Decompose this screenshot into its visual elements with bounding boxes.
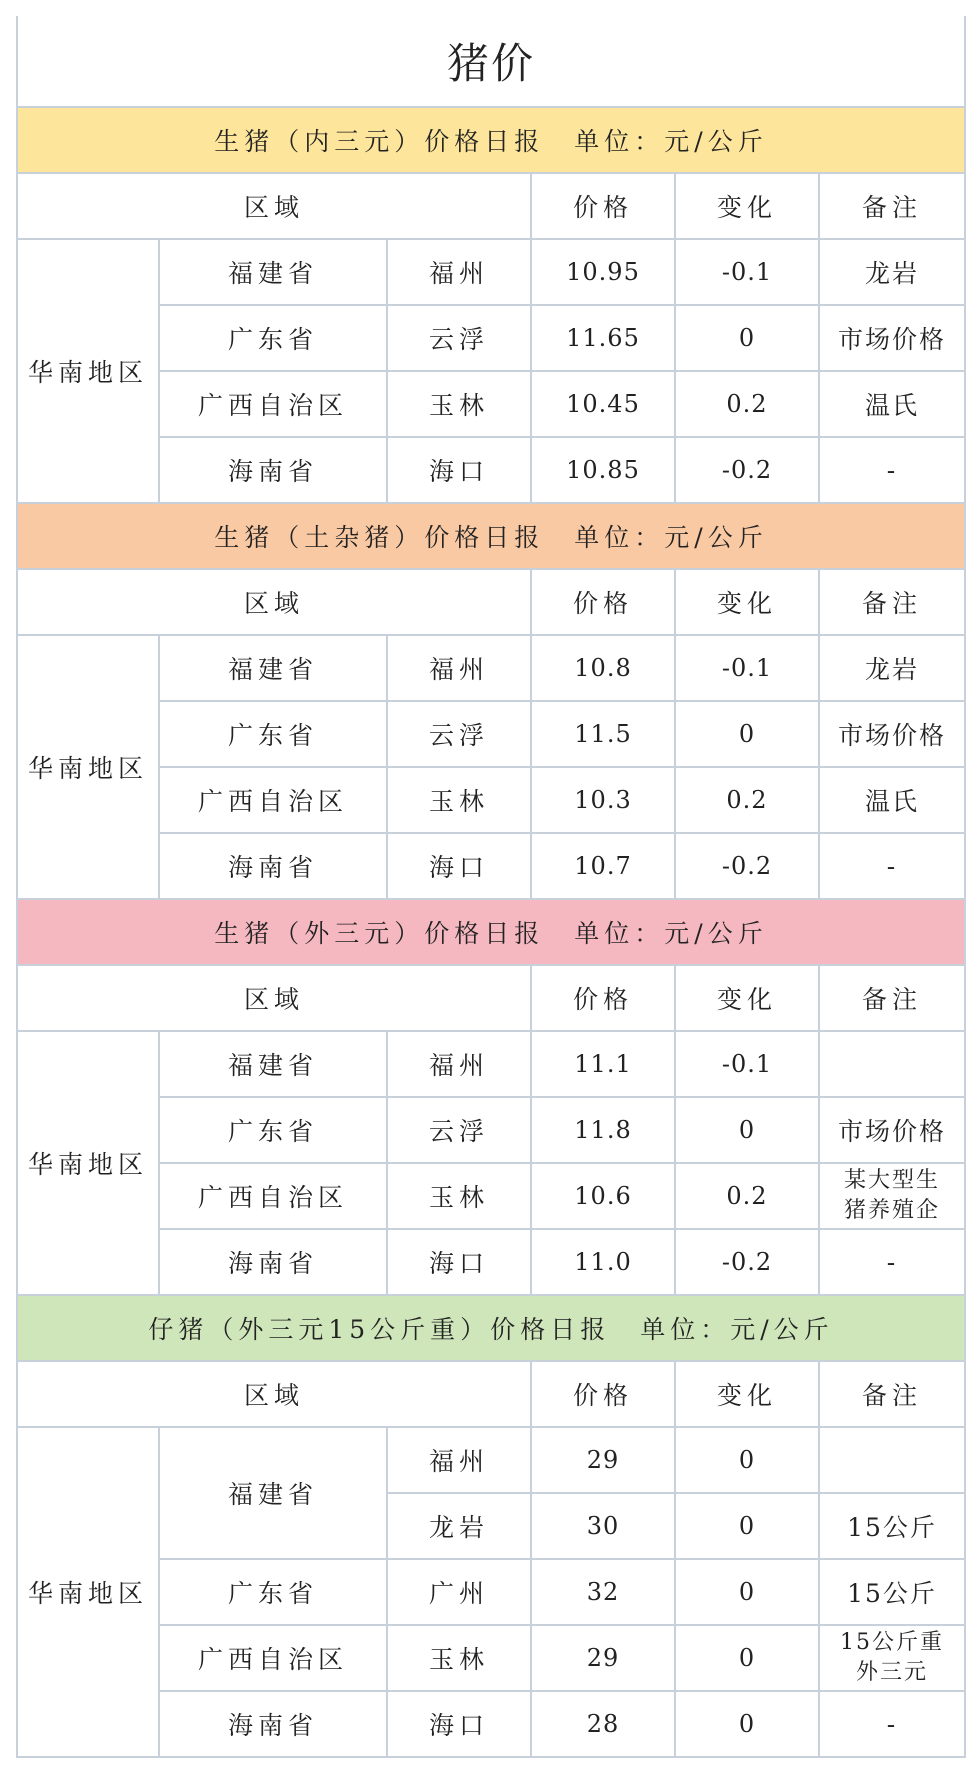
- province-cell: 福建省: [159, 239, 387, 305]
- change-cell: 0.2: [675, 371, 819, 437]
- city-cell: 云浮: [387, 305, 531, 371]
- header-price: 价格: [531, 965, 675, 1031]
- region-group: 华南地区: [17, 1031, 159, 1295]
- city-cell: 海口: [387, 1229, 531, 1295]
- table-row: [17, 239, 965, 305]
- price-cell: 30: [531, 1493, 675, 1559]
- header-region: 区域: [17, 1361, 531, 1427]
- price-cell: 10.85: [531, 437, 675, 503]
- note-cell: -: [819, 1691, 965, 1757]
- header-change: 变化: [675, 1361, 819, 1427]
- table-row: [17, 1625, 965, 1691]
- note-cell: [819, 1625, 965, 1691]
- price-cell: 10.3: [531, 767, 675, 833]
- table-row: [17, 1097, 965, 1163]
- price-cell: 11.1: [531, 1031, 675, 1097]
- price-cell: 11.0: [531, 1229, 675, 1295]
- table-row: [17, 437, 965, 503]
- province-cell: 海南省: [159, 1691, 387, 1757]
- city-cell: 龙岩: [387, 1493, 531, 1559]
- table-header-row: [17, 173, 965, 239]
- price-cell: 10.95: [531, 239, 675, 305]
- note-cell: 市场价格: [819, 701, 965, 767]
- table-row: [17, 635, 965, 701]
- city-cell: 玉林: [387, 1163, 531, 1229]
- change-cell: -0.1: [675, 239, 819, 305]
- province-cell: 海南省: [159, 437, 387, 503]
- change-cell: -0.1: [675, 635, 819, 701]
- table-row: [17, 305, 965, 371]
- province-cell: 福建省: [159, 635, 387, 701]
- price-table: [16, 16, 966, 1758]
- change-cell: 0.2: [675, 767, 819, 833]
- note-cell: 温氏: [819, 371, 965, 437]
- header-change: 变化: [675, 569, 819, 635]
- price-cell: 11.5: [531, 701, 675, 767]
- province-cell: 福建省: [159, 1427, 387, 1559]
- note-cell: 15公斤: [819, 1493, 965, 1559]
- province-cell: 海南省: [159, 1229, 387, 1295]
- change-cell: 0: [675, 1625, 819, 1691]
- province-cell: 广西自治区: [159, 371, 387, 437]
- change-cell: -0.1: [675, 1031, 819, 1097]
- city-cell: 海口: [387, 833, 531, 899]
- province-cell: 广东省: [159, 1559, 387, 1625]
- header-price: 价格: [531, 569, 675, 635]
- header-region: 区域: [17, 173, 531, 239]
- table-row: [17, 701, 965, 767]
- table-row: [17, 1229, 965, 1295]
- price-cell: 11.65: [531, 305, 675, 371]
- province-cell: 广西自治区: [159, 1625, 387, 1691]
- change-cell: -0.2: [675, 833, 819, 899]
- header-price: 价格: [531, 173, 675, 239]
- province-cell: 广东省: [159, 305, 387, 371]
- price-report: [16, 16, 964, 1758]
- price-cell: 29: [531, 1427, 675, 1493]
- header-note: 备注: [819, 173, 965, 239]
- table-header-row: [17, 965, 965, 1031]
- note-line: 15公斤重: [840, 1630, 944, 1655]
- table-header-row: [17, 569, 965, 635]
- note-cell: 温氏: [819, 767, 965, 833]
- table-row: [17, 371, 965, 437]
- header-change: 变化: [675, 173, 819, 239]
- table-row: [17, 1691, 965, 1757]
- section-title: 生猪（土杂猪）价格日报 单位：元/公斤: [17, 503, 965, 569]
- city-cell: 玉林: [387, 1625, 531, 1691]
- price-cell: 29: [531, 1625, 675, 1691]
- change-cell: 0: [675, 1427, 819, 1493]
- province-cell: 广东省: [159, 1097, 387, 1163]
- change-cell: 0: [675, 1691, 819, 1757]
- city-cell: 海口: [387, 1691, 531, 1757]
- price-cell: 28: [531, 1691, 675, 1757]
- price-cell: 11.8: [531, 1097, 675, 1163]
- note-cell: 市场价格: [819, 305, 965, 371]
- note-cell: -: [819, 1229, 965, 1295]
- note-cell: 市场价格: [819, 1097, 965, 1163]
- header-region: 区域: [17, 569, 531, 635]
- table-row: [17, 1559, 965, 1625]
- price-cell: 10.8: [531, 635, 675, 701]
- note-line: 某大型生: [844, 1168, 941, 1193]
- table-row: [17, 1031, 965, 1097]
- change-cell: 0: [675, 305, 819, 371]
- price-cell: 10.6: [531, 1163, 675, 1229]
- table-header-row: [17, 1361, 965, 1427]
- city-cell: 福州: [387, 239, 531, 305]
- table-row: [17, 767, 965, 833]
- section-title: 仔猪（外三元15公斤重）价格日报 单位：元/公斤: [17, 1295, 965, 1361]
- note-cell: -: [819, 833, 965, 899]
- price-cell: 32: [531, 1559, 675, 1625]
- note-cell: 龙岩: [819, 635, 965, 701]
- price-cell: 10.7: [531, 833, 675, 899]
- section-title: 生猪（内三元）价格日报 单位：元/公斤: [17, 107, 965, 173]
- note-cell: [819, 1031, 965, 1097]
- province-cell: 广西自治区: [159, 1163, 387, 1229]
- note-line: 猪养殖企: [844, 1198, 941, 1223]
- city-cell: 玉林: [387, 371, 531, 437]
- change-cell: 0: [675, 1097, 819, 1163]
- city-cell: 福州: [387, 1031, 531, 1097]
- city-cell: 云浮: [387, 1097, 531, 1163]
- header-note: 备注: [819, 569, 965, 635]
- city-cell: 玉林: [387, 767, 531, 833]
- change-cell: 0: [675, 1493, 819, 1559]
- city-cell: 海口: [387, 437, 531, 503]
- note-cell: 15公斤: [819, 1559, 965, 1625]
- header-price: 价格: [531, 1361, 675, 1427]
- note-cell: [819, 1163, 965, 1229]
- change-cell: 0.2: [675, 1163, 819, 1229]
- change-cell: -0.2: [675, 437, 819, 503]
- table-row: [17, 1163, 965, 1229]
- table-row: [17, 833, 965, 899]
- change-cell: -0.2: [675, 1229, 819, 1295]
- section-title: 生猪（外三元）价格日报 单位：元/公斤: [17, 899, 965, 965]
- province-cell: 广东省: [159, 701, 387, 767]
- region-group: 华南地区: [17, 239, 159, 503]
- province-cell: 广西自治区: [159, 767, 387, 833]
- header-note: 备注: [819, 1361, 965, 1427]
- change-cell: 0: [675, 701, 819, 767]
- region-group: 华南地区: [17, 1427, 159, 1757]
- header-change: 变化: [675, 965, 819, 1031]
- province-cell: 海南省: [159, 833, 387, 899]
- note-cell: [819, 1427, 965, 1493]
- table-row: [17, 1427, 965, 1493]
- province-cell: 福建省: [159, 1031, 387, 1097]
- city-cell: 福州: [387, 635, 531, 701]
- header-note: 备注: [819, 965, 965, 1031]
- note-cell: 龙岩: [819, 239, 965, 305]
- header-region: 区域: [17, 965, 531, 1031]
- note-line: 外三元: [856, 1660, 929, 1685]
- city-cell: 广州: [387, 1559, 531, 1625]
- note-cell: -: [819, 437, 965, 503]
- price-cell: 10.45: [531, 371, 675, 437]
- city-cell: 云浮: [387, 701, 531, 767]
- region-group: 华南地区: [17, 635, 159, 899]
- city-cell: 福州: [387, 1427, 531, 1493]
- change-cell: 0: [675, 1559, 819, 1625]
- page-title: 猪价: [17, 16, 965, 107]
